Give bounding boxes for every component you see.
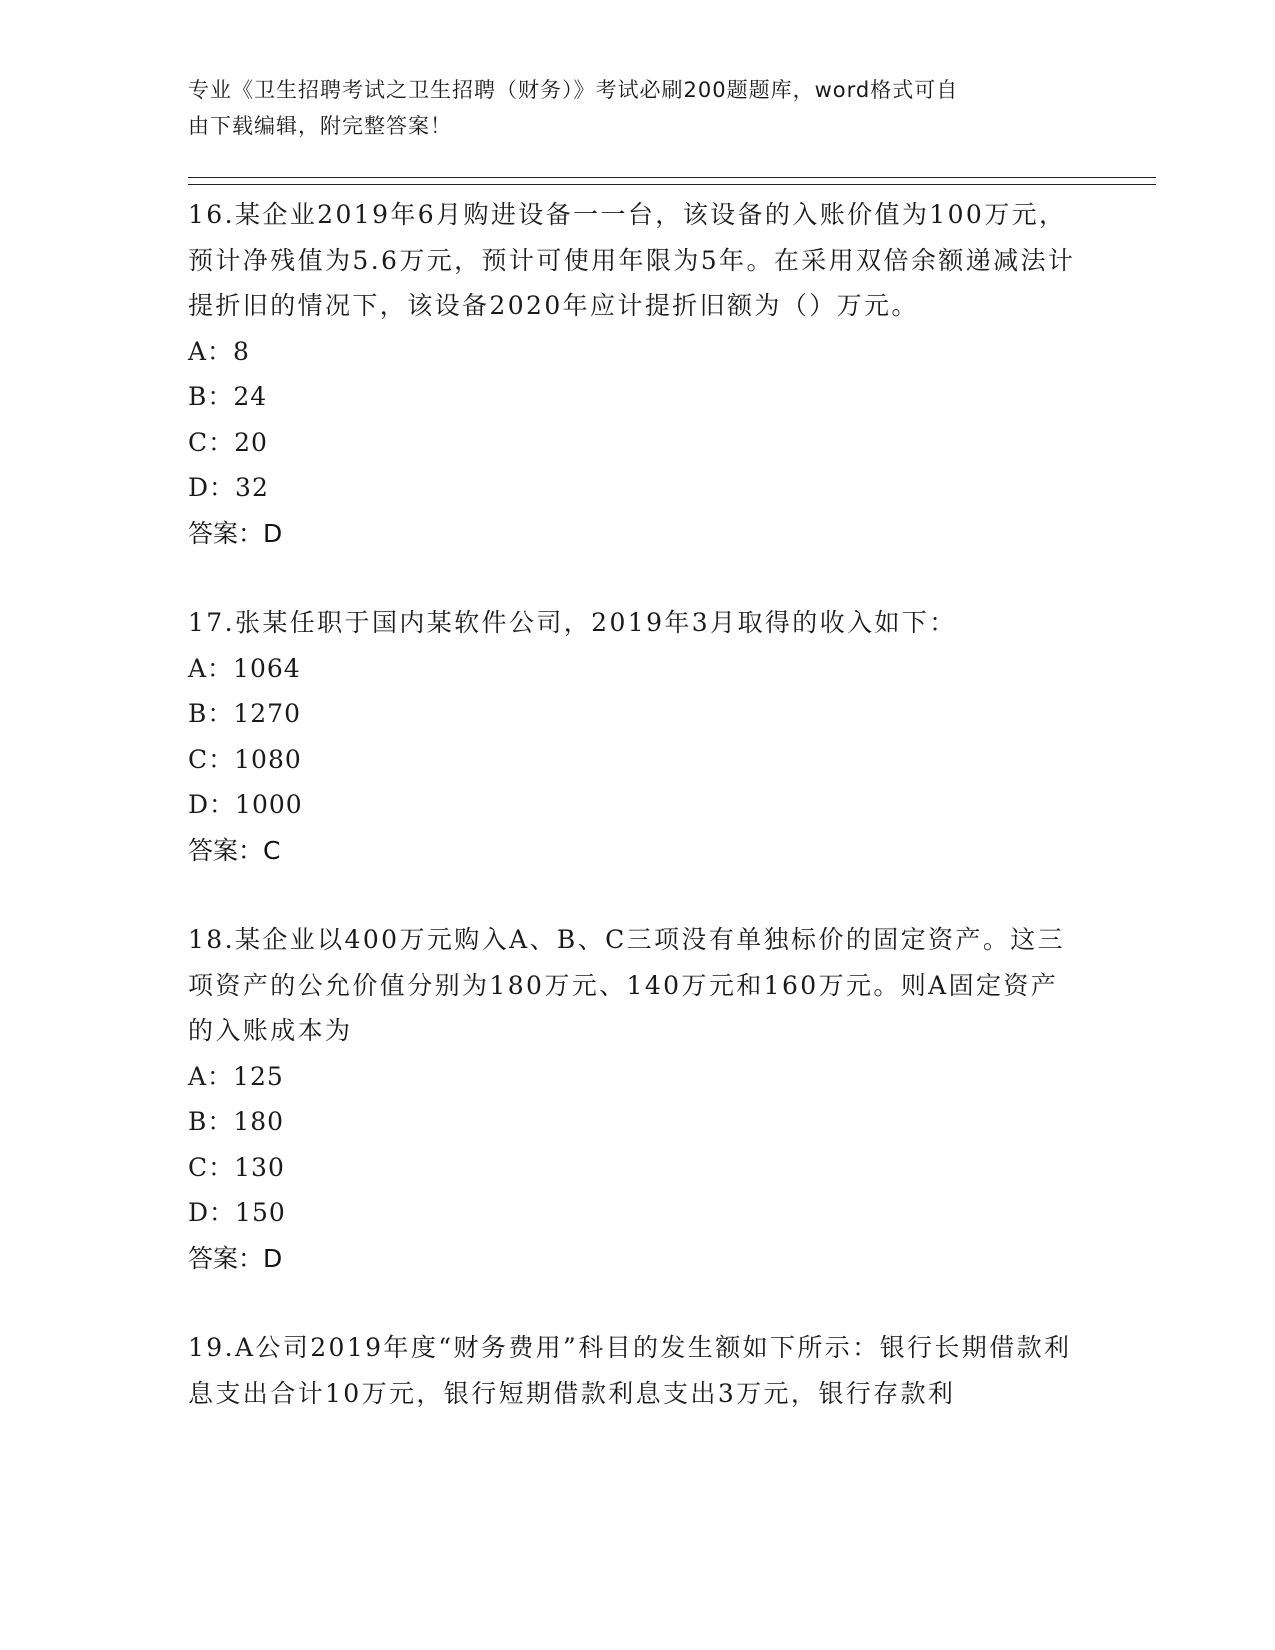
option-a: A：125 [188,1061,284,1091]
header-line-1: 专业《卫生招聘考试之卫生招聘（财务）》考试必刷200题题库，word格式可自 [188,78,959,102]
question-19 [188,1325,1078,1416]
option-b: B：24 [188,382,268,411]
header-divider-bottom [188,184,1156,185]
question-17 [188,600,1078,873]
option-b: B：1270 [188,699,301,728]
option-b: B：180 [188,1107,285,1136]
answer: 答案：D [188,1243,283,1273]
option-c: C：130 [188,1152,285,1182]
question-16 [188,192,1078,556]
question-text: 16.某企业2019年6月购进设备一一台，该设备的入账价值为100万元，预计净残值为5.6万元，预计可使用年限为5年。在采用双倍余额递减法计提折旧的情况下，该设备2020年应计提折旧额为（）万元。 [188,200,1076,320]
question-18 [188,917,1078,1281]
question-list [188,192,1078,1460]
option-a: A：8 [188,336,250,366]
question-text: 18.某企业以400万元购入A、B、C三项没有单独标价的固定资产。这三项资产的公允价值分别为180万元、140万元和160万元。则A固定资产的入账成本为 [188,925,1066,1045]
option-c: C：1080 [188,744,302,774]
header-divider-top [188,177,1156,178]
question-text: 17.张某任职于国内某软件公司，2019年3月取得的收入如下： [188,608,957,637]
answer: 答案：D [188,518,283,548]
question-text: 19.A公司2019年度“财务费用”科目的发生额如下所示：银行长期借款利息支出合计10万元，银行短期借款利息支出3万元，银行存款利 [188,1333,1072,1408]
header-line-2: 由下载编辑，附完整答案！ [188,114,452,138]
answer: 答案：C [188,835,281,865]
document-header [188,72,1068,144]
option-d: D：1000 [188,790,303,819]
option-d: D：32 [188,473,269,502]
option-a: A：1064 [188,653,301,683]
option-d: D：150 [188,1198,286,1227]
option-c: C：20 [188,427,268,457]
